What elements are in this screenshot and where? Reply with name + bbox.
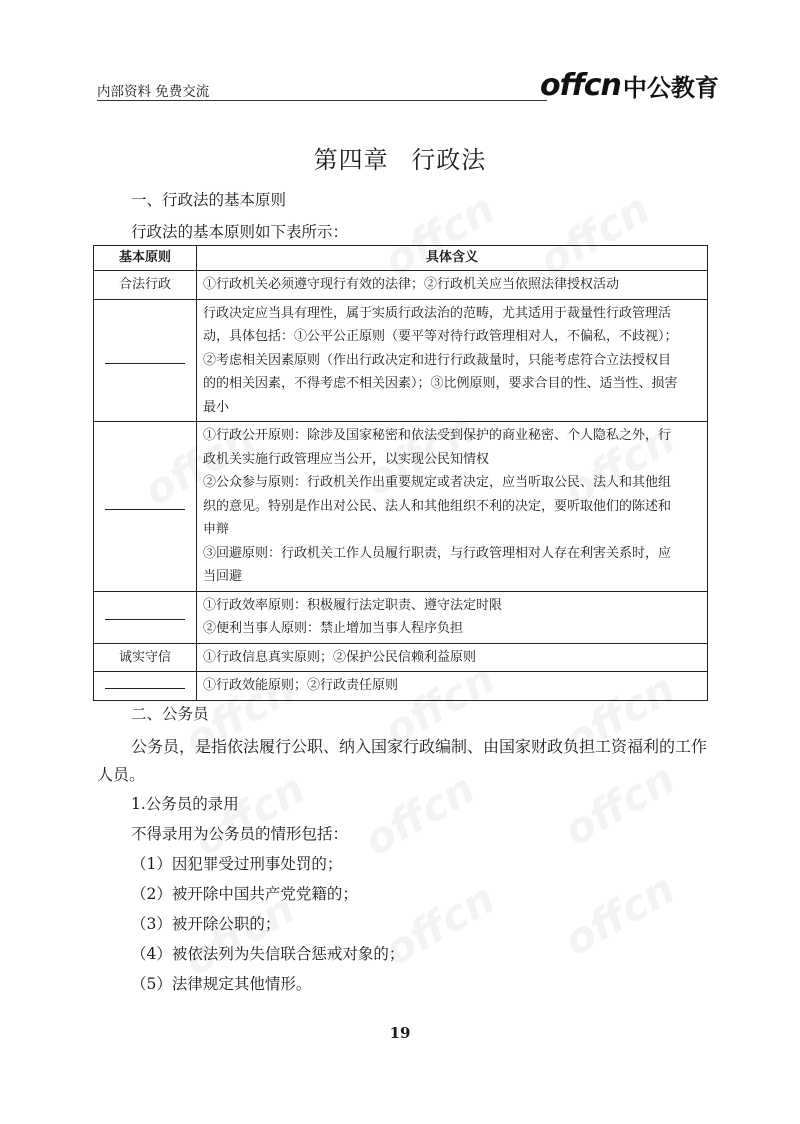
header-label: 内部资料 免费交流 bbox=[97, 84, 210, 100]
meaning-line: ①行政机关必须遵守现行有效的法律；②行政机关应当依照法律授权活动 bbox=[203, 277, 620, 292]
meaning-cell bbox=[197, 299, 708, 422]
watermark-logo bbox=[556, 864, 683, 966]
chapter-title: 第四章 行政法 bbox=[313, 146, 487, 174]
watermark-logo bbox=[556, 754, 683, 856]
meaning-cell bbox=[197, 672, 708, 701]
logo-wordmark: offcn bbox=[540, 67, 621, 103]
column-header: 基本原则 bbox=[94, 246, 197, 271]
meaning-cell bbox=[197, 591, 708, 643]
list-lead: 不得录用为公务员的情形包括： bbox=[131, 825, 349, 843]
column-header: 具体含义 bbox=[197, 246, 708, 271]
table-row bbox=[94, 299, 708, 422]
principle-cell bbox=[94, 672, 197, 701]
meaning-line: 行政决定应当具有理性，属于实质行政法治的范畴，尤其适用于裁量性行政管理活 bbox=[203, 305, 672, 321]
principle-cell bbox=[94, 299, 197, 422]
list-item: （1）因犯罪受过刑事处罚的； bbox=[131, 855, 343, 873]
table-header-row bbox=[94, 246, 708, 271]
meaning-line: ②公众参与原则：行政机关作出重要规定或者决定，应当听取公民、法人和其他组 bbox=[203, 475, 672, 490]
table-row bbox=[94, 672, 708, 701]
section-heading: 二、公务员 bbox=[131, 705, 209, 723]
table-row bbox=[94, 643, 708, 672]
list-item: （2）被开除中国共产党党籍的； bbox=[131, 885, 358, 903]
list-item: （3）被开除公职的； bbox=[131, 915, 281, 933]
meaning-cell bbox=[197, 643, 708, 672]
table-row bbox=[94, 422, 708, 592]
meaning-line: 申辩 bbox=[203, 522, 230, 537]
meaning-line: 动，具体包括：①公平公正原则（要平等对待行政管理相对人，不偏私，不歧视）； bbox=[203, 329, 678, 344]
principle-cell bbox=[94, 422, 197, 592]
fill-in-blank bbox=[105, 349, 185, 364]
watermark-logo bbox=[186, 764, 313, 866]
table-row bbox=[94, 271, 708, 300]
meaning-line: ②便利当事人原则：禁止增加当事人程序负担 bbox=[203, 621, 464, 636]
fill-in-blank bbox=[105, 605, 185, 620]
header-rule bbox=[97, 100, 547, 101]
table-row bbox=[94, 591, 708, 643]
meaning-line: 的的相关因素，不得考虑不相关因素）；③比例原则，要求合目的性、适当性、损害 bbox=[203, 376, 678, 391]
meaning-line: ③回避原则：行政机关工作人员履行职责，与行政管理相对人存在利害关系时，应 bbox=[203, 545, 672, 561]
list-item: （5）法律规定其他情形。 bbox=[131, 975, 312, 993]
list-item: （4）被依法列为失信联合惩戒对象的； bbox=[131, 945, 405, 963]
sub-heading: 1.公务员的录用 bbox=[131, 795, 239, 813]
meaning-line: 当回避 bbox=[203, 569, 243, 584]
definition-line: 公务员，是指依法履行公职、纳入国家行政编制、由国家财政负担工资福利的工作 bbox=[131, 737, 708, 756]
meaning-line: ②考虑相关因素原则（作出行政决定和进行行政裁量时，只能考虑符合立法授权目 bbox=[203, 352, 672, 368]
principle-cell: 诚实守信 bbox=[94, 643, 197, 672]
definition-line: 人员。 bbox=[97, 765, 146, 784]
meaning-line: 织的意见。特别是作出对公民、法人和其他组织不利的决定，要听取他们的陈述和 bbox=[203, 498, 672, 514]
meaning-line: ①行政效能原则；②行政责任原则 bbox=[203, 678, 399, 693]
meaning-line: ①行政效率原则：积极履行法定职责、遵守法定时限 bbox=[203, 597, 503, 613]
meaning-cell bbox=[197, 422, 708, 592]
logo-chinese: 中公教育 bbox=[622, 73, 719, 102]
meaning-line: 政机关实施行政管理应当公开，以实现公民知情权 bbox=[203, 451, 490, 467]
fill-in-blank bbox=[105, 674, 185, 689]
watermark-logo bbox=[356, 764, 483, 866]
meaning-line: ①行政信息真实原则；②保护公民信赖利益原则 bbox=[203, 649, 477, 665]
section-heading: 一、行政法的基本原则 bbox=[131, 191, 287, 209]
fill-in-blank bbox=[105, 495, 185, 510]
meaning-line: ①行政公开原则：除涉及国家秘密和依法受到保护的商业秘密、个人隐私之外，行 bbox=[203, 428, 672, 443]
page-number: 19 bbox=[389, 1024, 411, 1042]
meaning-cell bbox=[197, 271, 708, 300]
table-intro: 行政法的基本原则如下表所示： bbox=[131, 223, 349, 241]
offcn-logo bbox=[540, 68, 719, 102]
principle-cell bbox=[94, 591, 197, 643]
principles-table bbox=[93, 245, 708, 701]
meaning-line: 最小 bbox=[203, 399, 230, 415]
principle-cell: 合法行政 bbox=[94, 271, 197, 300]
